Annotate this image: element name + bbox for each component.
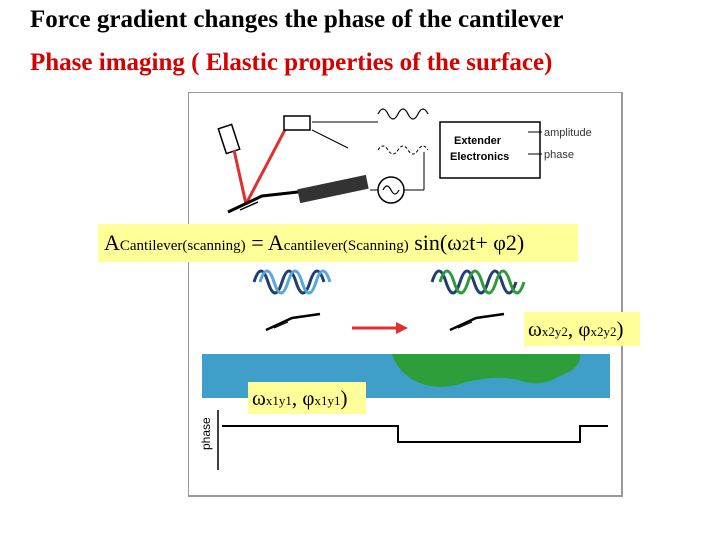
electronics-label: Electronics: [450, 151, 510, 163]
slide-subtitle: Phase imaging ( Elastic properties of the surface): [30, 49, 553, 76]
phi1-symbol: , φ: [291, 386, 315, 410]
eq-t-sub: 2: [461, 238, 470, 254]
omega1-sub: x1y1: [265, 393, 292, 408]
eq-tail: t+ φ2): [469, 230, 525, 255]
extender-electronics-box: [440, 122, 540, 178]
phi2-sub: x2y2: [590, 324, 617, 339]
eq-a1-sub: Cantilever(scanning): [119, 238, 246, 254]
amplitude-equation-label: [98, 224, 578, 262]
eq-equals: = A: [245, 230, 284, 255]
omega-phi-1-label: [248, 382, 366, 414]
amplitude-output-label: amplitude: [544, 127, 592, 139]
omega1-symbol: ω: [252, 386, 266, 410]
extender-label: Extender: [454, 135, 502, 147]
omega-phi-2-label: [524, 312, 640, 346]
phase-axis-label: phase: [199, 417, 213, 450]
omega2-close: ): [616, 317, 624, 341]
eq-a1: A: [104, 230, 120, 255]
omega2-symbol: ω: [528, 317, 542, 341]
omega2-sub: x2y2: [541, 324, 568, 339]
omega1-close: ): [340, 386, 348, 410]
phi2-symbol: , φ: [567, 317, 591, 341]
slide-title: Force gradient changes the phase of the cantilever: [30, 6, 564, 33]
photodetector: [284, 116, 310, 130]
phi1-sub: x1y1: [314, 393, 341, 408]
phase-imaging-diagram: [188, 92, 624, 498]
eq-a2-sub: cantilever(Scanning): [283, 238, 409, 254]
phase-output-label: phase: [544, 149, 574, 161]
eq-sin: sin(ω: [408, 230, 462, 255]
